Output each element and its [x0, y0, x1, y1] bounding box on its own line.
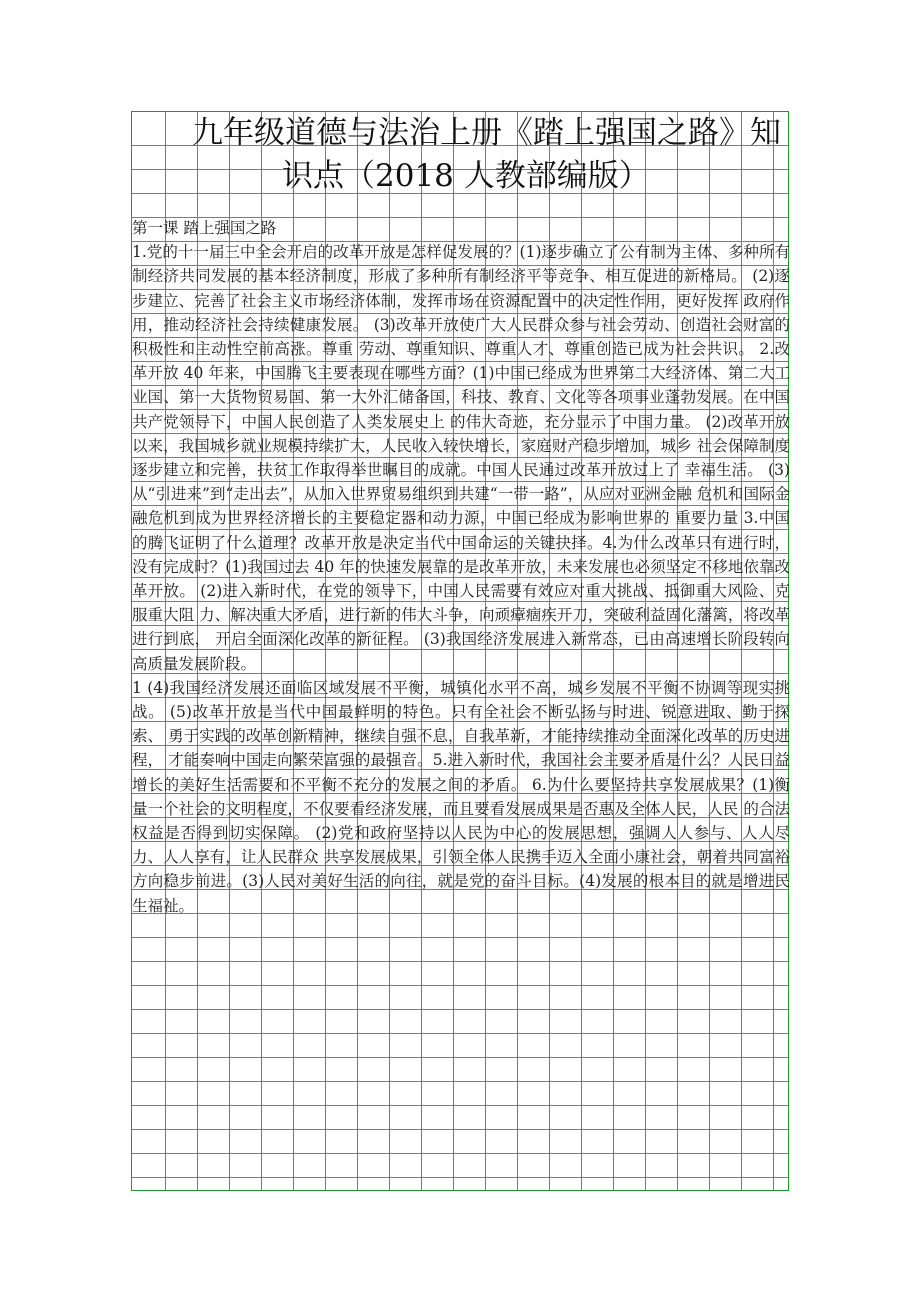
paragraph-2: 1 (4)我国经济发展还面临区域发展不平衡，城镇化水平不高，城乡发展不平衡不协调等现实挑 战。 (5)改革开放是当代中国最鲜明的特色。只有全社会不断弘扬与时进、锐意进取、勤于探索、 勇于实践的改革创新精神，继续自强不息，自我革新，才能持续推动全面深化改革的历史进程， 才能奏响中国走向繁荣富强的最强音。5.进入新时代，我国社会主要矛盾是什么？人民日益增长的美好生活需要和不平衡不充分的发展之间的矛盾。 6.为什么要坚持共享发展成果？(1)衡量一个社会的文明程度，不仅要看经济发展，而且要看发展成果是否惠及全体人民，人民 的合法权益是否得到切实保障。 (2)党和政府坚持以人民为中心的发展思想，强调人人参与、人人尽力、人人享有，让人民群众 共享发展成果，引领全体人民携手迈入全面小康社会，朝着共同富裕方向稳步前进。(3)人民对美好生活的向往，就是党的奋斗目标。(4)发展的根本目的就是增进民生福祉。: [132, 678, 790, 915]
grid-paper-sheet: [131, 111, 789, 1191]
document-title: [132, 112, 790, 198]
paragraph-1: 1.党的十一届三中全会开启的改革开放是怎样促发展的？(1)逐步确立了公有制为主体、多种所有制经济共同发展的基本经济制度，形成了多种所有制经济平等竞争、相互促进的新格局。 (2)逐步建立、完善了社会主义市场经济体制，发挥市场在资源配置中的决定性作用，更好发挥 政府作用，推动经济社会持续健康发展。 (3)改革开放使广大人民群众参与社会劳动、创造社会财富的积极性和主动性空前高涨。尊重 劳动、尊重知识、尊重人才、尊重创造已成为社会共识。 2.改革开放 40 年来，中国腾飞主要表现在哪些方面？(1)中国已经成为世界第二大经济体、第二大工业国、第一大货物贸易国、第一大外汇储备国，科技、教育、文化等各项事业蓬勃发展。在中国共产党领导下，中国人民创造了人类发展史上 的伟大奇迹，充分显示了中国力量。 (2)改革开放以来，我国城乡就业规模持续扩大，人民收入较快增长，家庭财产稳步增加，城乡 社会保障制度逐步建立和完善，扶贫工作取得举世瞩目的成就。中国人民通过改革开放过上了 幸福生活。 (3)从“引进来”到“走出去”，从加入世界贸易组织到共建“一带一路”，从应对亚洲金融 危机和国际金融危机到成为世界经济增长的主要稳定器和动力源，中国已经成为影响世界的 重要力量 3.中国的腾飞证明了什么道理？改革开放是决定当代中国命运的关键抉择。4.为什么改革只有进行时，没有完成时？(1)我国过去 40 年的快速发展靠的是改革开放，未来发展也必须坚定不移地依靠改革开放。 (2)进入新时代，在党的领导下，中国人民需要有效应对重大挑战、抵御重大风险、克服重大阻 力、解决重大矛盾，进行新的伟大斗争，向顽瘴痼疾开刀，突破利益固化藩篱，将改革进行到底， 开启全面深化改革的新征程。 (3)我国经济发展进入新常态，已由高速增长阶段转向高质量发展阶段。: [132, 243, 790, 673]
document-title-line-2: 识点（2018 人教部编版）: [282, 158, 650, 194]
document-body: [132, 216, 790, 918]
document-title-line-1: 九年级道德与法治上册《踏上强国之路》知: [192, 115, 781, 151]
lesson-heading: 第一课 踏上强国之路: [132, 219, 277, 237]
